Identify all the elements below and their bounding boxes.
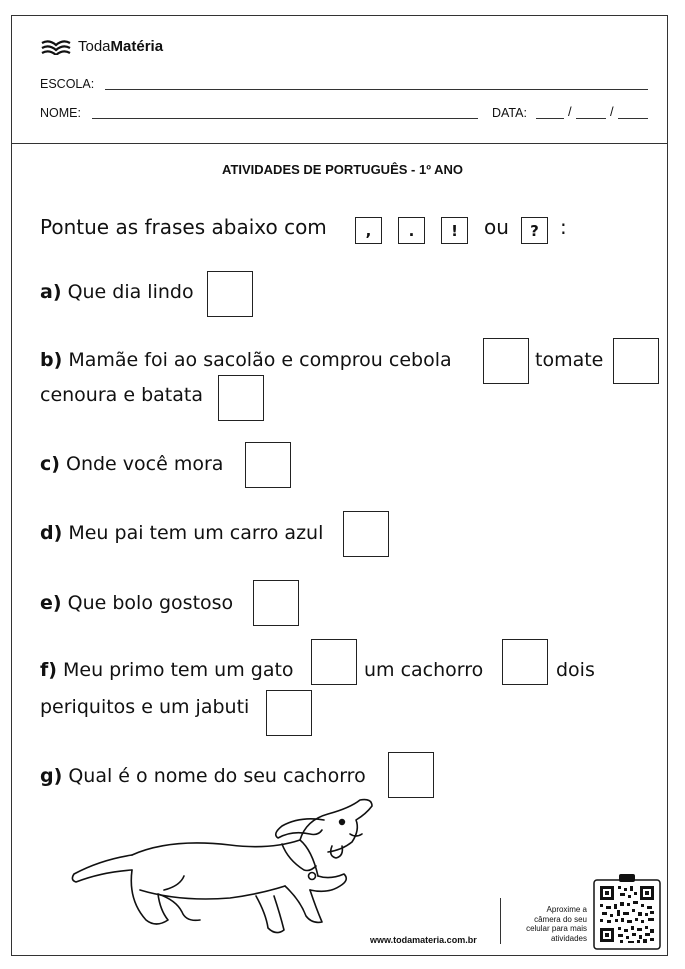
item-text: Que dia lindo — [67, 281, 194, 303]
item-b-text2: tomate — [535, 349, 604, 371]
brand-bold: Matéria — [110, 38, 164, 55]
comma-mark-box: , — [355, 217, 382, 244]
answer-box-f2[interactable] — [502, 639, 548, 685]
item-g — [40, 765, 366, 787]
answer-box-b1[interactable] — [483, 338, 529, 384]
brand-name — [78, 38, 163, 55]
item-d — [40, 522, 323, 544]
item-e — [40, 592, 233, 614]
answer-box-a[interactable] — [207, 271, 253, 317]
or-text: ou — [484, 215, 509, 239]
item-letter: d) — [40, 522, 63, 544]
logo — [40, 38, 163, 55]
school-field[interactable] — [105, 89, 648, 90]
open-book-icon — [40, 39, 72, 55]
item-text: Qual é o nome do seu cachorro — [68, 765, 366, 787]
item-letter: c) — [40, 453, 60, 475]
answer-box-e[interactable] — [253, 580, 299, 626]
item-text: Onde você mora — [66, 453, 224, 475]
answer-box-g[interactable] — [388, 752, 434, 798]
date-separator: / — [610, 104, 614, 119]
item-text: Que bolo gostoso — [67, 592, 234, 614]
dachshund-dog-illustration — [60, 790, 390, 940]
qr-code-icon[interactable] — [593, 872, 661, 950]
qr-note-line: atividades — [550, 933, 587, 943]
item-f-line1 — [40, 659, 294, 681]
school-label: ESCOLA: — [40, 77, 95, 91]
answer-box-f3[interactable] — [266, 690, 312, 736]
qr-note-line: Aproxime a — [546, 905, 587, 914]
item-f-line2: periquitos e um jabuti — [40, 696, 250, 718]
qr-instruction — [505, 905, 587, 943]
answer-box-d[interactable] — [343, 511, 389, 557]
instruction-colon: : — [560, 215, 567, 239]
item-f-text2: um cachorro — [364, 659, 484, 681]
item-text: Meu pai tem um carro azul — [68, 522, 324, 544]
item-b-line1 — [40, 349, 452, 371]
item-f-text3: dois — [556, 659, 595, 681]
page-title: ATIVIDADES DE PORTUGUÊS - 1º ANO — [222, 162, 463, 177]
answer-box-f1[interactable] — [311, 639, 357, 685]
item-b-line2: cenoura e batata — [40, 384, 203, 406]
qr-note-line: câmera do seu — [534, 914, 587, 924]
date-month-field[interactable] — [576, 118, 606, 119]
qr-note-line: celular para mais — [526, 924, 587, 933]
question-mark-box: ? — [521, 217, 548, 244]
name-field[interactable] — [92, 118, 478, 119]
item-letter: b) — [40, 349, 63, 371]
item-letter: e) — [40, 592, 62, 614]
date-day-field[interactable] — [536, 118, 564, 119]
instruction-text: Pontue as frases abaixo com — [40, 215, 327, 239]
name-label: NOME: — [40, 106, 81, 120]
answer-box-b3[interactable] — [218, 375, 264, 421]
item-letter: a) — [40, 281, 62, 303]
item-letter: g) — [40, 765, 63, 787]
answer-box-c[interactable] — [245, 442, 291, 488]
header-divider — [11, 143, 668, 144]
exclamation-mark-box: ! — [441, 217, 468, 244]
item-c — [40, 453, 223, 475]
item-letter: f) — [40, 659, 57, 681]
item-a — [40, 281, 194, 303]
brand-prefix: Toda — [78, 38, 111, 55]
period-mark-box: . — [398, 217, 425, 244]
footer-divider — [500, 898, 501, 944]
date-label: DATA: — [492, 106, 527, 120]
date-year-field[interactable] — [618, 118, 648, 119]
answer-box-b2[interactable] — [613, 338, 659, 384]
item-text: Meu primo tem um gato — [63, 659, 294, 681]
website-url[interactable]: www.todamateria.com.br — [370, 935, 477, 945]
item-text: Mamãe foi ao sacolão e comprou cebola — [68, 349, 452, 371]
date-separator: / — [568, 104, 572, 119]
